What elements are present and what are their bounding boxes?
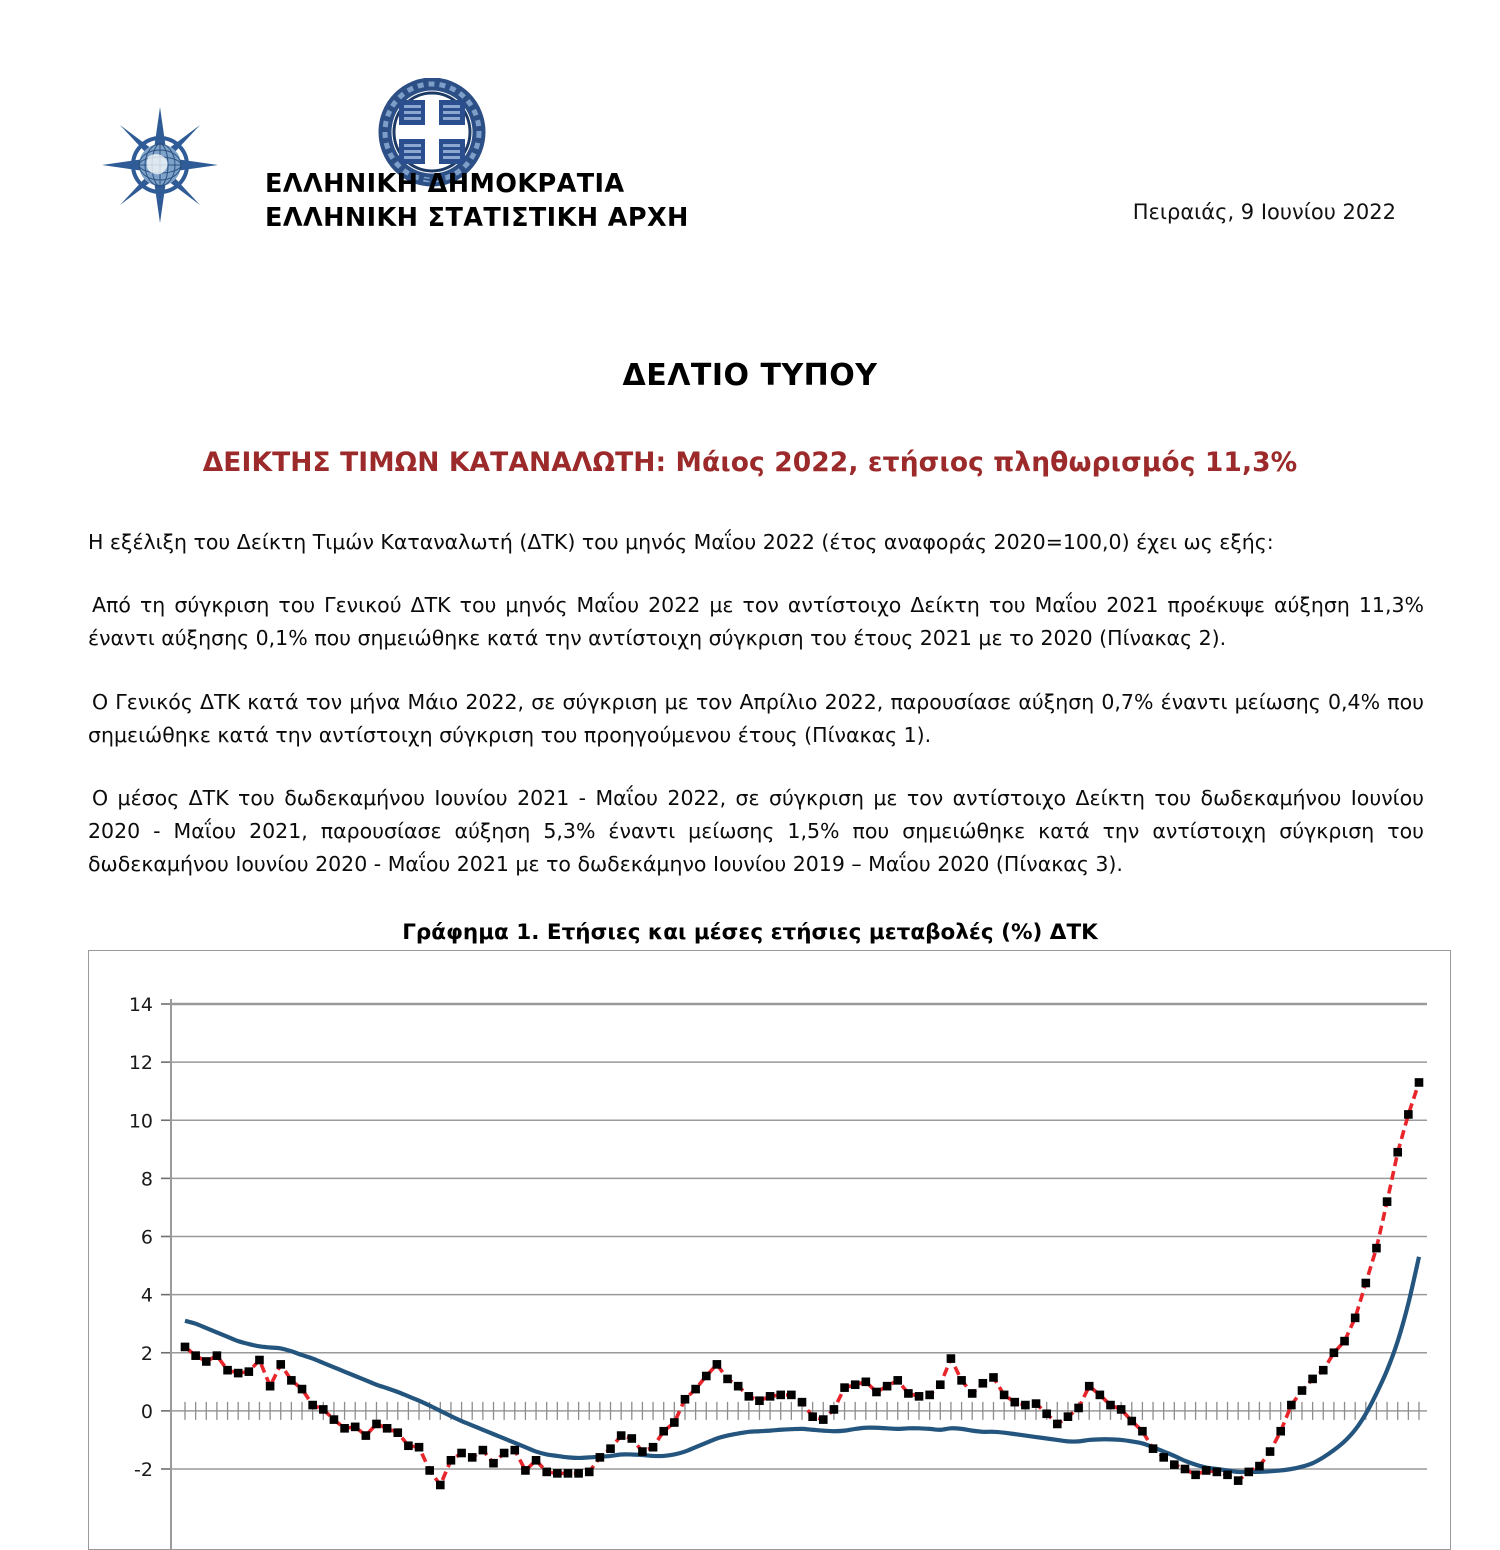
chart-data-point [1064, 1412, 1073, 1421]
y-axis-tick-label: 10 [128, 1110, 153, 1133]
y-axis-tick-label: 4 [140, 1284, 153, 1307]
chart-data-point [393, 1428, 402, 1437]
chart-data-point [957, 1376, 966, 1385]
chart-data-point [181, 1343, 190, 1352]
chart-data-point [979, 1379, 988, 1388]
chart-data-point [1032, 1399, 1041, 1408]
chart-data-point [553, 1469, 562, 1478]
chart-data-point [840, 1383, 849, 1392]
chart-data-point [989, 1373, 998, 1382]
chart-data-point [936, 1380, 945, 1389]
chart-data-point [1085, 1382, 1094, 1391]
chart-data-point [415, 1443, 424, 1452]
chart-data-point [1117, 1405, 1126, 1414]
chart-data-point [298, 1385, 307, 1394]
chart-data-point [596, 1453, 605, 1462]
y-axis-tick-label: 14 [128, 994, 153, 1016]
chart-data-point [308, 1401, 317, 1410]
chart-data-point [1362, 1279, 1371, 1288]
chart-data-point [404, 1441, 413, 1450]
chart-data-point [213, 1351, 222, 1360]
chart-data-point [1138, 1427, 1147, 1436]
chart-data-point [191, 1351, 200, 1360]
chart-data-point [202, 1357, 211, 1366]
chart-data-point [617, 1431, 626, 1440]
chart-caption: Γράφημα 1. Ετήσιες και μέσες ετήσιες μεταβολές (%) ΔΤΚ [402, 919, 1098, 945]
chart-data-point [372, 1420, 381, 1429]
chart-data-point [1053, 1420, 1062, 1429]
chart-data-point [500, 1449, 509, 1458]
y-axis-tick-label: 2 [140, 1342, 153, 1365]
intro-paragraph: Η εξέλιξη του Δείκτη Τιμών Καταναλωτή (ΔΤΚ) του μηνός Μαΐου 2022 (έτος αναφοράς 2020=100,0) έχει ως εξής: [88, 530, 1274, 554]
document-header [0, 0, 1500, 250]
chart-data-point [830, 1405, 839, 1414]
chart-data-point [1393, 1148, 1402, 1157]
chart-data-point [968, 1389, 977, 1398]
chart-data-point [1255, 1462, 1264, 1471]
cpi-line-chart-svg [89, 951, 1450, 1549]
chart-data-point [287, 1376, 296, 1385]
chart-data-point [468, 1453, 477, 1462]
y-axis-tick-label: 8 [140, 1168, 153, 1191]
chart-data-point [266, 1382, 275, 1391]
chart-data-point [489, 1459, 498, 1468]
chart-data-point [745, 1392, 754, 1401]
chart-data-point [659, 1427, 668, 1436]
chart-data-point [638, 1447, 647, 1456]
chart-data-point [1159, 1453, 1168, 1462]
chart-data-point [1351, 1314, 1360, 1323]
chart-1-cpi-annual-changes [88, 950, 1451, 1550]
organisation-names [265, 168, 689, 235]
chart-data-point [1106, 1401, 1115, 1410]
press-release-subtitle: ΔΕΙΚΤΗΣ ΤΙΜΩΝ ΚΑΤΑΝΑΛΩΤΗ: Μάιος 2022, ετήσιος πληθωρισμός 11,3% [202, 447, 1298, 478]
chart-data-point [1191, 1471, 1200, 1480]
chart-data-point [1266, 1447, 1275, 1456]
chart-data-point [627, 1434, 636, 1443]
chart-series-layer [185, 1082, 1419, 1485]
y-axis-tick-label: -2 [134, 1459, 153, 1481]
chart-data-point [723, 1375, 732, 1384]
chart-data-point [766, 1392, 775, 1401]
chart-data-point [1021, 1401, 1030, 1410]
chart-data-point [851, 1380, 860, 1389]
y-axis-tick-label: 0 [140, 1400, 153, 1423]
chart-data-point [1330, 1348, 1339, 1357]
chart-data-point [776, 1391, 785, 1400]
chart-data-point [606, 1444, 615, 1453]
chart-data-point [1287, 1401, 1296, 1410]
chart-data-point [447, 1456, 456, 1465]
paragraph-twelve-month-average: Ο μέσος ΔΤΚ του δωδεκαμήνου Ιουνίου 2021 - Μαΐου 2022, σε σύγκριση με τον αντίστοιχο Δείκτη του δωδεκαμήνου Ιουνίου 2020 - Μαΐου 2021, παρουσίασε αύξηση 5,3% έναντι μείωσης 1,5% που σημειώθηκε κατά την αντίστοιχη σύγκριση του δωδεκαμήνου Ιουνίου 2020 - Μαΐου 2021 με το δωδεκάμηνο Ιουνίου 2019 – Μαΐου 2020 (Πίνακας 3). [88, 786, 1424, 877]
chart-data-point [808, 1412, 817, 1421]
chart-data-point [1127, 1417, 1136, 1426]
chart-data-point [819, 1415, 828, 1424]
chart-series-line [185, 1082, 1419, 1485]
chart-data-point [1276, 1427, 1285, 1436]
chart-data-point [542, 1468, 551, 1477]
chart-data-point [1074, 1404, 1083, 1413]
chart-data-point [862, 1378, 871, 1387]
chart-data-point [585, 1468, 594, 1477]
chart-data-point [276, 1360, 285, 1369]
y-axis-tick-label: 6 [140, 1226, 153, 1249]
chart-data-point [351, 1423, 360, 1432]
chart-data-point [1404, 1110, 1413, 1119]
chart-data-point [872, 1388, 881, 1397]
chart-data-point [255, 1356, 264, 1365]
org-name-statistical-authority: ΕΛΛΗΝΙΚΗ ΣΤΑΤΙΣΤΙΚΗ ΑΡΧΗ [265, 202, 689, 233]
chart-y-axis-labels [129, 994, 153, 1481]
chart-data-point [564, 1469, 573, 1478]
chart-data-point [1415, 1078, 1424, 1087]
paragraph-monthly-change: Ο Γενικός ΔΤΚ κατά τον μήνα Μάιο 2022, σε σύγκριση με τον Απρίλιο 2022, παρουσίασε αύξηση 0,7% έναντι μείωσης 0,4% που σημειώθηκε κατά την αντίστοιχη σύγκριση του προηγούμενου έτους (Πίνακας 1). [88, 689, 1424, 747]
chart-data-point [691, 1385, 700, 1394]
place-and-date: Πειραιάς, 9 Ιουνίου 2022 [1132, 200, 1396, 224]
org-name-republic: ΕΛΛΗΝΙΚΗ ΔΗΜΟΚΡΑΤΙΑ [265, 169, 625, 199]
chart-data-point [883, 1382, 892, 1391]
chart-data-point [521, 1466, 530, 1475]
chart-data-point [223, 1366, 232, 1375]
chart-data-point [1213, 1468, 1222, 1477]
chart-data-point [681, 1395, 690, 1404]
chart-data-point [574, 1469, 583, 1478]
chart-data-point [1000, 1391, 1009, 1400]
document-body [76, 526, 1424, 882]
chart-data-point [425, 1466, 434, 1475]
chart-data-point [245, 1367, 254, 1376]
chart-data-point [1202, 1466, 1211, 1475]
chart-data-point [787, 1391, 796, 1400]
chart-data-point [1383, 1197, 1392, 1206]
chart-data-point [670, 1418, 679, 1427]
chart-data-point [1149, 1444, 1158, 1453]
chart-data-point [1181, 1465, 1190, 1474]
paragraph-annual-change: Από τη σύγκριση του Γενικού ΔΤΚ του μηνός Μαΐου 2022 με τον αντίστοιχο Δείκτη του Μαΐου 2021 προέκυψε αύξηση 11,3% έναντι αύξησης 0,1% που σημειώθηκε κατά την αντίστοιχη σύγκριση του έτους 2021 με το 2020 (Πίνακας 2). [88, 593, 1424, 651]
chart-data-point [457, 1449, 466, 1458]
chart-data-point [1372, 1244, 1381, 1253]
chart-data-point [713, 1360, 722, 1369]
chart-data-point [1308, 1375, 1317, 1384]
chart-data-point [1244, 1468, 1253, 1477]
chart-data-point [734, 1382, 743, 1391]
chart-data-point [925, 1391, 934, 1400]
chart-data-point [893, 1376, 902, 1385]
chart-data-point [532, 1456, 541, 1465]
chart-data-point [798, 1398, 807, 1407]
chart-data-point [1096, 1391, 1105, 1400]
chart-data-point [1340, 1337, 1349, 1346]
chart-data-point [915, 1392, 924, 1401]
chart-data-point [947, 1354, 956, 1363]
chart-y-axis-ticks [161, 1004, 171, 1469]
chart-data-point [234, 1369, 243, 1378]
chart-data-point [340, 1424, 349, 1433]
chart-data-point [904, 1389, 913, 1398]
chart-data-point [383, 1424, 392, 1433]
chart-data-point [1223, 1471, 1232, 1480]
document-title: ΔΕΛΤΙΟ ΤΥΠΟΥ [622, 358, 878, 393]
chart-data-point [319, 1405, 328, 1414]
chart-data-point [436, 1481, 445, 1490]
chart-data-point [1319, 1366, 1328, 1375]
chart-data-point [1234, 1476, 1243, 1485]
chart-data-point [1042, 1409, 1051, 1418]
chart-data-point [702, 1372, 711, 1381]
chart-data-point [510, 1446, 519, 1455]
chart-data-point [649, 1443, 658, 1452]
chart-data-point [362, 1431, 371, 1440]
elstat-compass-globe-logo [100, 105, 220, 225]
chart-data-point [755, 1396, 764, 1405]
chart-data-point [1010, 1398, 1019, 1407]
chart-data-point [479, 1446, 488, 1455]
chart-data-point [330, 1415, 339, 1424]
y-axis-tick-label: 12 [128, 1052, 153, 1075]
chart-data-point [1298, 1386, 1307, 1395]
chart-data-point [1170, 1460, 1179, 1469]
